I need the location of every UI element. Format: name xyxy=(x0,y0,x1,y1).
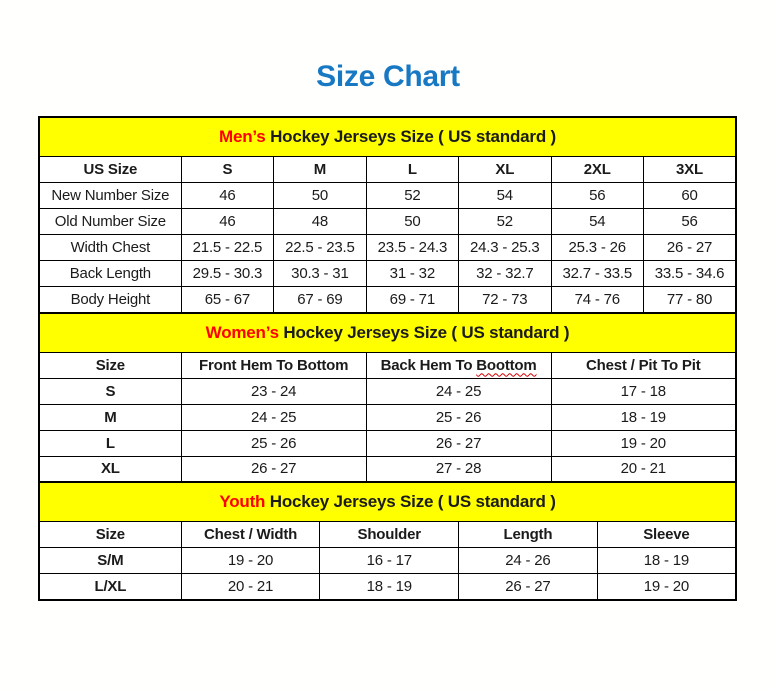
row-label: L/XL xyxy=(39,574,181,600)
page-title: Size Chart xyxy=(316,60,460,93)
womens-banner-accent-text: Women’s xyxy=(205,322,279,342)
header-cell: Sleeve xyxy=(597,522,736,548)
header-cell: Size xyxy=(39,522,181,548)
header-cell: S xyxy=(181,157,273,183)
womens-size-table xyxy=(38,352,737,484)
table-cell: 31 - 32 xyxy=(366,261,458,287)
mens-size-table xyxy=(38,156,737,314)
table-cell: 32 - 32.7 xyxy=(459,261,551,287)
header-cell: Chest / Pit To Pit xyxy=(551,352,736,378)
table-cell: 18 - 19 xyxy=(551,404,736,430)
youth-size-table xyxy=(38,521,737,601)
table-cell: 65 - 67 xyxy=(181,287,273,313)
table-cell: 26 - 27 xyxy=(459,574,598,600)
table-cell: 24.3 - 25.3 xyxy=(459,235,551,261)
table-cell: 24 - 25 xyxy=(181,404,366,430)
table-cell: 20 - 21 xyxy=(181,574,320,600)
table-cell: 20 - 21 xyxy=(551,456,736,482)
table-cell: 50 xyxy=(274,183,366,209)
table-cell: 32.7 - 33.5 xyxy=(551,261,643,287)
table-cell: 29.5 - 30.3 xyxy=(181,261,273,287)
row-label: New Number Size xyxy=(39,183,181,209)
table-cell: 25 - 26 xyxy=(181,430,366,456)
table-cell: 30.3 - 31 xyxy=(274,261,366,287)
table-cell: 67 - 69 xyxy=(274,287,366,313)
header-row xyxy=(39,157,736,183)
table-cell: 24 - 25 xyxy=(366,378,551,404)
row-label: Body Height xyxy=(39,287,181,313)
table-cell: 46 xyxy=(181,183,273,209)
header-row xyxy=(39,522,736,548)
youth-banner-rest-text: Hockey Jerseys Size ( US standard ) xyxy=(265,492,556,511)
table-cell: 19 - 20 xyxy=(597,574,736,600)
table-cell: 26 - 27 xyxy=(366,430,551,456)
table-cell: 72 - 73 xyxy=(459,287,551,313)
row-label: Back Length xyxy=(39,261,181,287)
youth-banner-accent-text: Youth xyxy=(219,492,266,511)
row-label: S/M xyxy=(39,548,181,574)
table-cell: 33.5 - 34.6 xyxy=(643,261,736,287)
table-cell: 52 xyxy=(366,183,458,209)
table-cell: 27 - 28 xyxy=(366,456,551,482)
row-label: M xyxy=(39,404,181,430)
table-cell: 46 xyxy=(181,209,273,235)
tables-container xyxy=(38,116,737,601)
table-row xyxy=(39,209,736,235)
table-row xyxy=(39,456,736,482)
header-cell: Length xyxy=(459,522,598,548)
header-cell: L xyxy=(366,157,458,183)
header-cell: Front Hem To Bottom xyxy=(181,352,366,378)
table-cell: 19 - 20 xyxy=(551,430,736,456)
row-label: Width Chest xyxy=(39,235,181,261)
table-cell: 19 - 20 xyxy=(181,548,320,574)
table-cell: 56 xyxy=(643,209,736,235)
table-cell: 54 xyxy=(459,183,551,209)
header-cell: 2XL xyxy=(551,157,643,183)
header-cell: M xyxy=(274,157,366,183)
row-label: S xyxy=(39,378,181,404)
table-row xyxy=(39,430,736,456)
header-cell: XL xyxy=(459,157,551,183)
table-cell: 18 - 19 xyxy=(597,548,736,574)
table-cell: 23 - 24 xyxy=(181,378,366,404)
table-row xyxy=(39,287,736,313)
header-cell: US Size xyxy=(39,157,181,183)
table-row xyxy=(39,548,736,574)
header-cell: 3XL xyxy=(643,157,736,183)
table-cell: 77 - 80 xyxy=(643,287,736,313)
table-row xyxy=(39,235,736,261)
row-label: Old Number Size xyxy=(39,209,181,235)
table-cell: 48 xyxy=(274,209,366,235)
womens-section xyxy=(38,314,737,484)
table-cell: 21.5 - 22.5 xyxy=(181,235,273,261)
womens-table-banner xyxy=(38,314,737,352)
mens-banner-accent-text: Men’s xyxy=(219,127,266,146)
header-cell: Shoulder xyxy=(320,522,459,548)
row-label: L xyxy=(39,430,181,456)
table-cell: 74 - 76 xyxy=(551,287,643,313)
table-cell: 18 - 19 xyxy=(320,574,459,600)
mens-section xyxy=(38,116,737,314)
table-cell: 24 - 26 xyxy=(459,548,598,574)
header-cell: Back Hem To Boottom xyxy=(366,352,551,378)
table-cell: 26 - 27 xyxy=(643,235,736,261)
header-cell: Size xyxy=(39,352,181,378)
table-cell: 50 xyxy=(366,209,458,235)
table-row xyxy=(39,378,736,404)
misspelled-word: Boottom xyxy=(476,356,537,374)
youth-table-banner xyxy=(38,483,737,521)
header-cell: Chest / Width xyxy=(181,522,320,548)
mens-banner-rest-text: Hockey Jerseys Size ( US standard ) xyxy=(265,127,556,146)
table-cell: 16 - 17 xyxy=(320,548,459,574)
table-row xyxy=(39,574,736,600)
mens-table-banner xyxy=(38,116,737,156)
table-cell: 23.5 - 24.3 xyxy=(366,235,458,261)
header-row xyxy=(39,352,736,378)
table-cell: 22.5 - 23.5 xyxy=(274,235,366,261)
table-cell: 26 - 27 xyxy=(181,456,366,482)
table-row xyxy=(39,404,736,430)
table-row xyxy=(39,183,736,209)
womens-banner-rest-text: Hockey Jerseys Size ( US standard ) xyxy=(278,322,570,342)
table-cell: 17 - 18 xyxy=(551,378,736,404)
table-row xyxy=(39,261,736,287)
table-cell: 56 xyxy=(551,183,643,209)
table-cell: 25 - 26 xyxy=(366,404,551,430)
row-label: XL xyxy=(39,456,181,482)
table-cell: 69 - 71 xyxy=(366,287,458,313)
table-cell: 54 xyxy=(551,209,643,235)
table-cell: 52 xyxy=(459,209,551,235)
table-cell: 25.3 - 26 xyxy=(551,235,643,261)
table-cell: 60 xyxy=(643,183,736,209)
youth-section xyxy=(38,483,737,601)
